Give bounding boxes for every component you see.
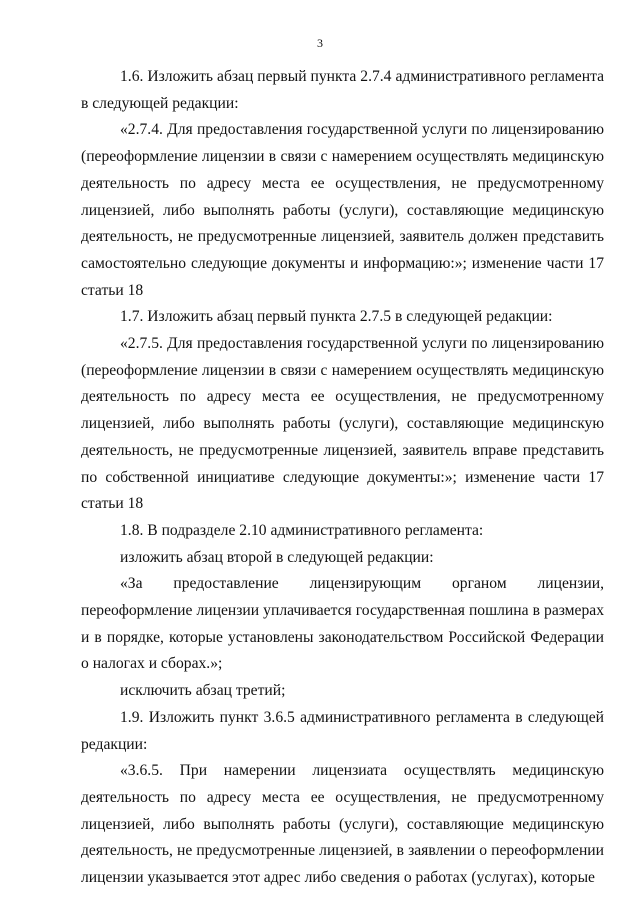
paragraph-1-8: 1.8. В подразделе 2.10 административного регламента: [120,521,484,539]
paragraph-2-7-4-quote: «2.7.4. Для предоставления государственной услуги по лицензированию (переоформление лицензии в связи с намерением осуществлять медицинскую деятельность по адресу места ее осуществления, не предусмотренному лицензией, либо выполнять работы (услуги), составляющие медицинскую деятельность, не предусмотренные лицензией, заявитель должен представить самостоятельно следующие документы и информацию:»; изменение части 17 статьи 18 [81,121,604,299]
document-body [81,64,604,892]
paragraph-1-6: 1.6. Изложить абзац первый пункта 2.7.4 административного регламента в следующей редакции: [81,68,604,112]
paragraph-1-7: 1.7. Изложить абзац первый пункта 2.7.5 в следующей редакции: [120,308,553,326]
paragraph-state-duty-quote: «За предоставление лицензирующим органом лицензии, переоформление лицензии уплачивается государственная пошлина в размерах и в порядке, которые установлены законодательством Российской Федерации о налогах и сборах.»; [81,575,604,673]
paragraph-1-9: 1.9. Изложить пункт 3.6.5 административного регламента в следующей редакции: [81,708,604,753]
paragraph-exclude-third: исключить абзац третий; [120,682,286,700]
page-number: 3 [317,36,323,50]
paragraph-amend-second: изложить абзац второй в следующей редакции: [120,548,434,566]
paragraph-2-7-5-quote: «2.7.5. Для предоставления государственной услуги по лицензированию (переоформление лицензии в связи с намерением осуществлять медицинскую деятельность по адресу места ее осуществления, не предусмотренному лицензией, либо выполнять работы (услуги), составляющие медицинскую деятельность, не предусмотренные лицензией, заявитель вправе представить по собственной инициативе следующие документы:»; изменение части 17 статьи 18 [81,335,604,513]
paragraph-3-6-5-quote: «3.6.5. При намерении лицензиата осуществлять медицинскую деятельность по адресу места ее осуществления, не предусмотренному лицензией, либо выполнять работы (услуги), составляющие медицинскую деятельность, не предусмотренные лицензией, в заявлении о переоформлении лицензии указывается этот адрес либо сведения о работах (услугах), которые [81,762,604,887]
